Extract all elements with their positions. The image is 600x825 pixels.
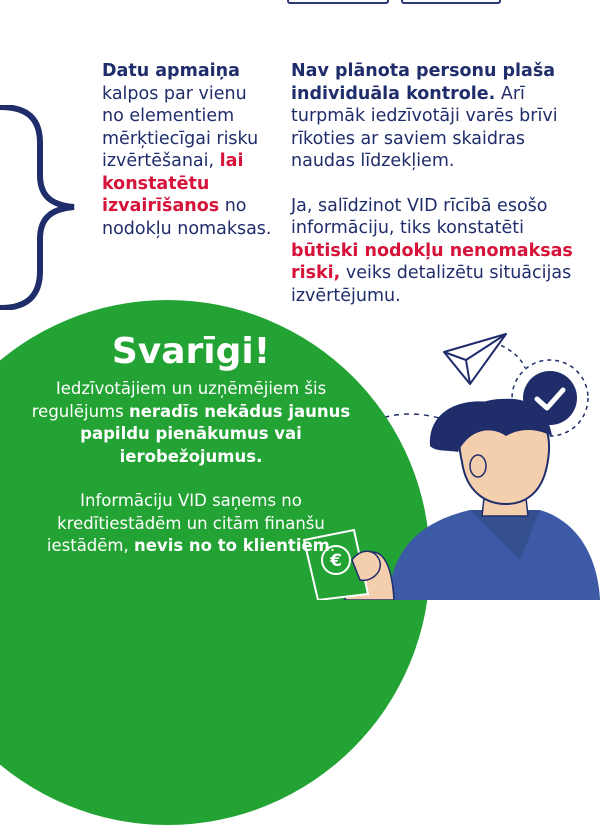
important-paragraph-1 <box>0 378 382 468</box>
important-paragraph-1-body: Iedzīvotājiem un uzņēmējiem šis regulējums <box>31 379 327 421</box>
left-column-highlight: lai konstatētu izvairīšanos <box>102 151 244 216</box>
important-title: Svarīgi! <box>111 331 271 372</box>
right-paragraph-1-body: Arī turpmāk iedzīvotāji varēs brīvi rīkoties ar saviem skaidras naudas līdzekļiem. <box>291 83 558 171</box>
important-paragraph-2 <box>0 490 382 558</box>
important-paragraph-1-bold: neradīs nekādus jaunus papildu pienākumus vai ierobežojumus. <box>80 401 351 466</box>
important-paragraph-2-body: Informāciju VID saņems no kredītiestādēm un citām finanšu iestādēm, <box>46 491 325 555</box>
svg-text:€: € <box>330 551 342 571</box>
right-paragraph-2-tail: veiks detalizētu situācijas izvērtējumu. <box>291 263 572 306</box>
important-paragraph-2-bold: nevis no to klientiem <box>134 536 330 555</box>
important-paragraph-2-tail: . <box>329 536 336 555</box>
data-exchange-heading: Datu apmaiņa <box>102 61 240 81</box>
right-paragraph-2-body: Ja, salīdzinot VID rīcībā esošo informāciju, tiks konstatēti <box>291 195 548 238</box>
right-paragraph-2-highlight: būtiski nodokļu nenomaksas riski, <box>291 240 573 283</box>
important-text <box>0 330 382 558</box>
no-control-heading: Nav plānota personu plaša individuāla kontrole. <box>291 61 556 104</box>
left-column-body: kalpos par vienu no elementiem mērķtiecīgai risku izvērtēšanai, <box>102 83 259 171</box>
left-column-tail: no nodokļu nomaksas. <box>102 196 272 239</box>
